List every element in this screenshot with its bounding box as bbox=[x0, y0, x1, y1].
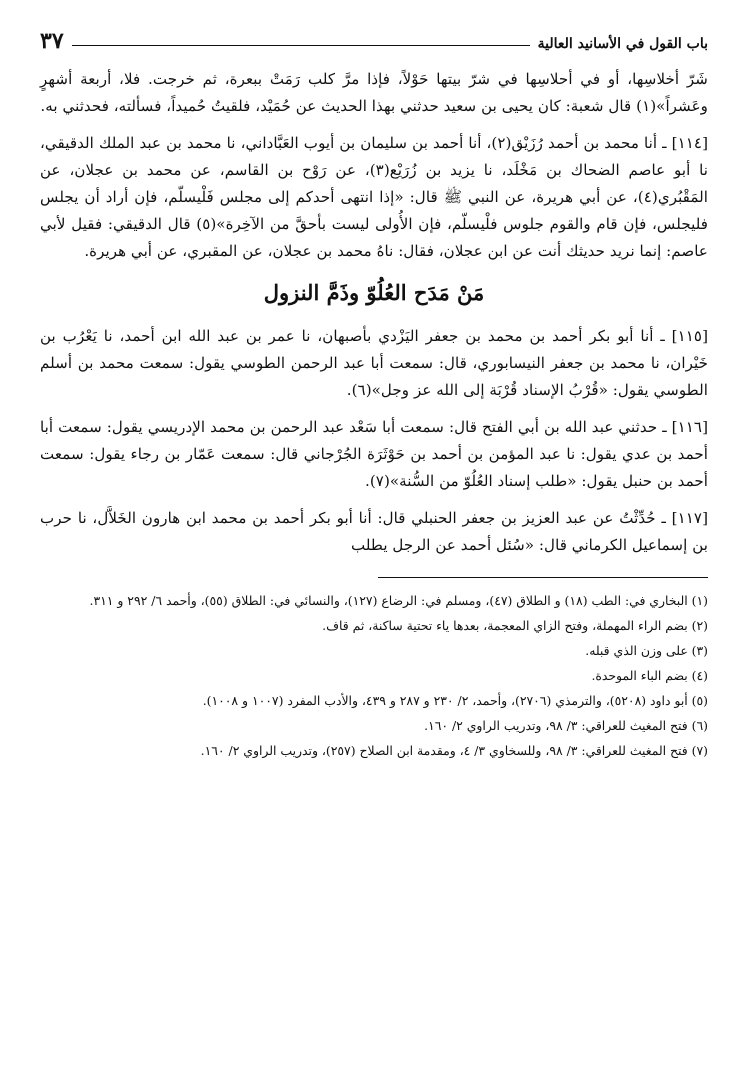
section-heading: مَنْ مَدَح العُلُوّ وذَمَّ النزول bbox=[263, 280, 485, 305]
footnote-6: (٦) فتح المغيث للعراقي: ٣/ ٩٨، وتدريب الراوي ٢/ ١٦٠. bbox=[424, 718, 708, 733]
page-number: ٣٧ bbox=[40, 28, 64, 54]
footnote-7: (٧) فتح المغيث للعراقي: ٣/ ٩٨، وللسخاوي ٣/ ٤، ومقدمة ابن الصلاح (٢٥٧)، وتدريب الراوي ٢/ ١٦٠. bbox=[200, 743, 708, 758]
paragraph-continuation: شَرّ أخلاسِها، أو في أحلاسِها في شرّ بيتها حَوْلاً، فإذا مرَّ كلب رَمَتْ ببعرة، ثم خرجت. فلا، أربعة أشهرٍ وعَشراً»(١) قال شعبة: كان يحيى بن سعيد حدثني بهذا الحديث عن حُمَيْد، فلقيتُ حُميداً، فسألته، فحدثني به. bbox=[40, 70, 708, 115]
footnote-5: (٥) أبو داود (٥٢٠٨)، والترمذي (٢٧٠٦)، وأحمد، ٢/ ٢٣٠ و ٢٨٧ و ٤٣٩، والأدب المفرد (١٠٠٧ و ١٠٠٨). bbox=[202, 693, 708, 708]
paragraph-115: [١١٥] ـ أنا أبو بكر أحمد بن محمد بن جعفر اليَزْدي بأصبهان، نا عمر بن عبد الله ابن أحمد، نا يَعْرُب بن خَيْران، نا محمد بن جعفر النيسابوري، قال: سمعت أبا عبد الرحمن الطوسي يقول: سمعت محمد بن أسلم الطوسي يقول: «قُرْبُ الإسناد قُرْبَة إلى الله عز وجل»(٦). bbox=[40, 327, 708, 399]
header-rule bbox=[72, 45, 530, 46]
footnote-1: (١) البخاري في: الطب (١٨) و الطلاق (٤٧)، ومسلم في: الرضاع (١٢٧)، والنسائي في: الطلاق (٥٥)، وأحمد ٦/ ٢٩٢ و ٣١١. bbox=[89, 593, 708, 608]
footnote-3: (٣) على وزن الذي قبله. bbox=[585, 643, 708, 658]
footnotes bbox=[40, 590, 708, 762]
paragraph-116: [١١٦] ـ حدثني عبد الله بن أبي الفتح قال: سمعت أبا سَعْد عبد الرحمن بن محمد الإدريسي يقول: سمعت أبا أحمد بن عدي يقول: نا عبد المؤمن بن أحمد بن حَوْثَرَة الجُرْجاني قال: سمعت عَمّار بن رجاء يقول: سمعت أحمد بن حنبل يقول: «طلب إسناد العُلُوّ من السُّنة»(٧). bbox=[40, 418, 708, 490]
footnote-4: (٤) بضم الباء الموحدة. bbox=[591, 668, 708, 683]
footnote-divider bbox=[378, 577, 708, 578]
paragraph-114: [١١٤] ـ أنا محمد بن أحمد رُزَيْق(٢)، أنا أحمد بن سليمان بن أيوب العَبَّاداني، نا محمد بن عبد الملك الدقيقي، نا أبو عاصم الضحاك بن مَخْلَد، نا يزيد بن زُرَيْع(٣)، عن رَوْح بن القاسم، عن محمد بن عجلان، عن المَقْبُري(٤)، عن أبي هريرة، عن النبي ﷺ قال: «إذا انتهى أحدكم إلى مجلس فَلْيسلّم، فإن أراد أن يجلس فليجلس، فإن قام والقوم جلوس فلْيسلّم، فإن الأُولى ليست بأحقَّ من الآخِرة»(٥) قال الدقيقي: فقيل لأبي عاصم: إنما نريد حديثك أنت عن ابن عجلان، فقال: ناهُ محمد بن عجلان، عن المقبري، عن أبي هريرة. bbox=[40, 134, 708, 260]
running-title: باب القول في الأسانيد العالية bbox=[537, 36, 708, 52]
footnote-2: (٢) بضم الراء المهملة، وفتح الزاي المعجمة، بعدها ياء تحتية ساكنة، ثم قاف. bbox=[322, 618, 708, 633]
book-page bbox=[40, 22, 708, 765]
paragraph-117: [١١٧] ـ حُدِّثْتُ عن عبد العزيز بن جعفر الحنبلي قال: أنا أبو بكر أحمد بن محمد ابن هارون الخَلاَّل، نا حرب بن إسماعيل الكرماني قال: «سُئل أحمد عن الرجل يطلب bbox=[40, 509, 708, 554]
page-header bbox=[40, 22, 708, 52]
